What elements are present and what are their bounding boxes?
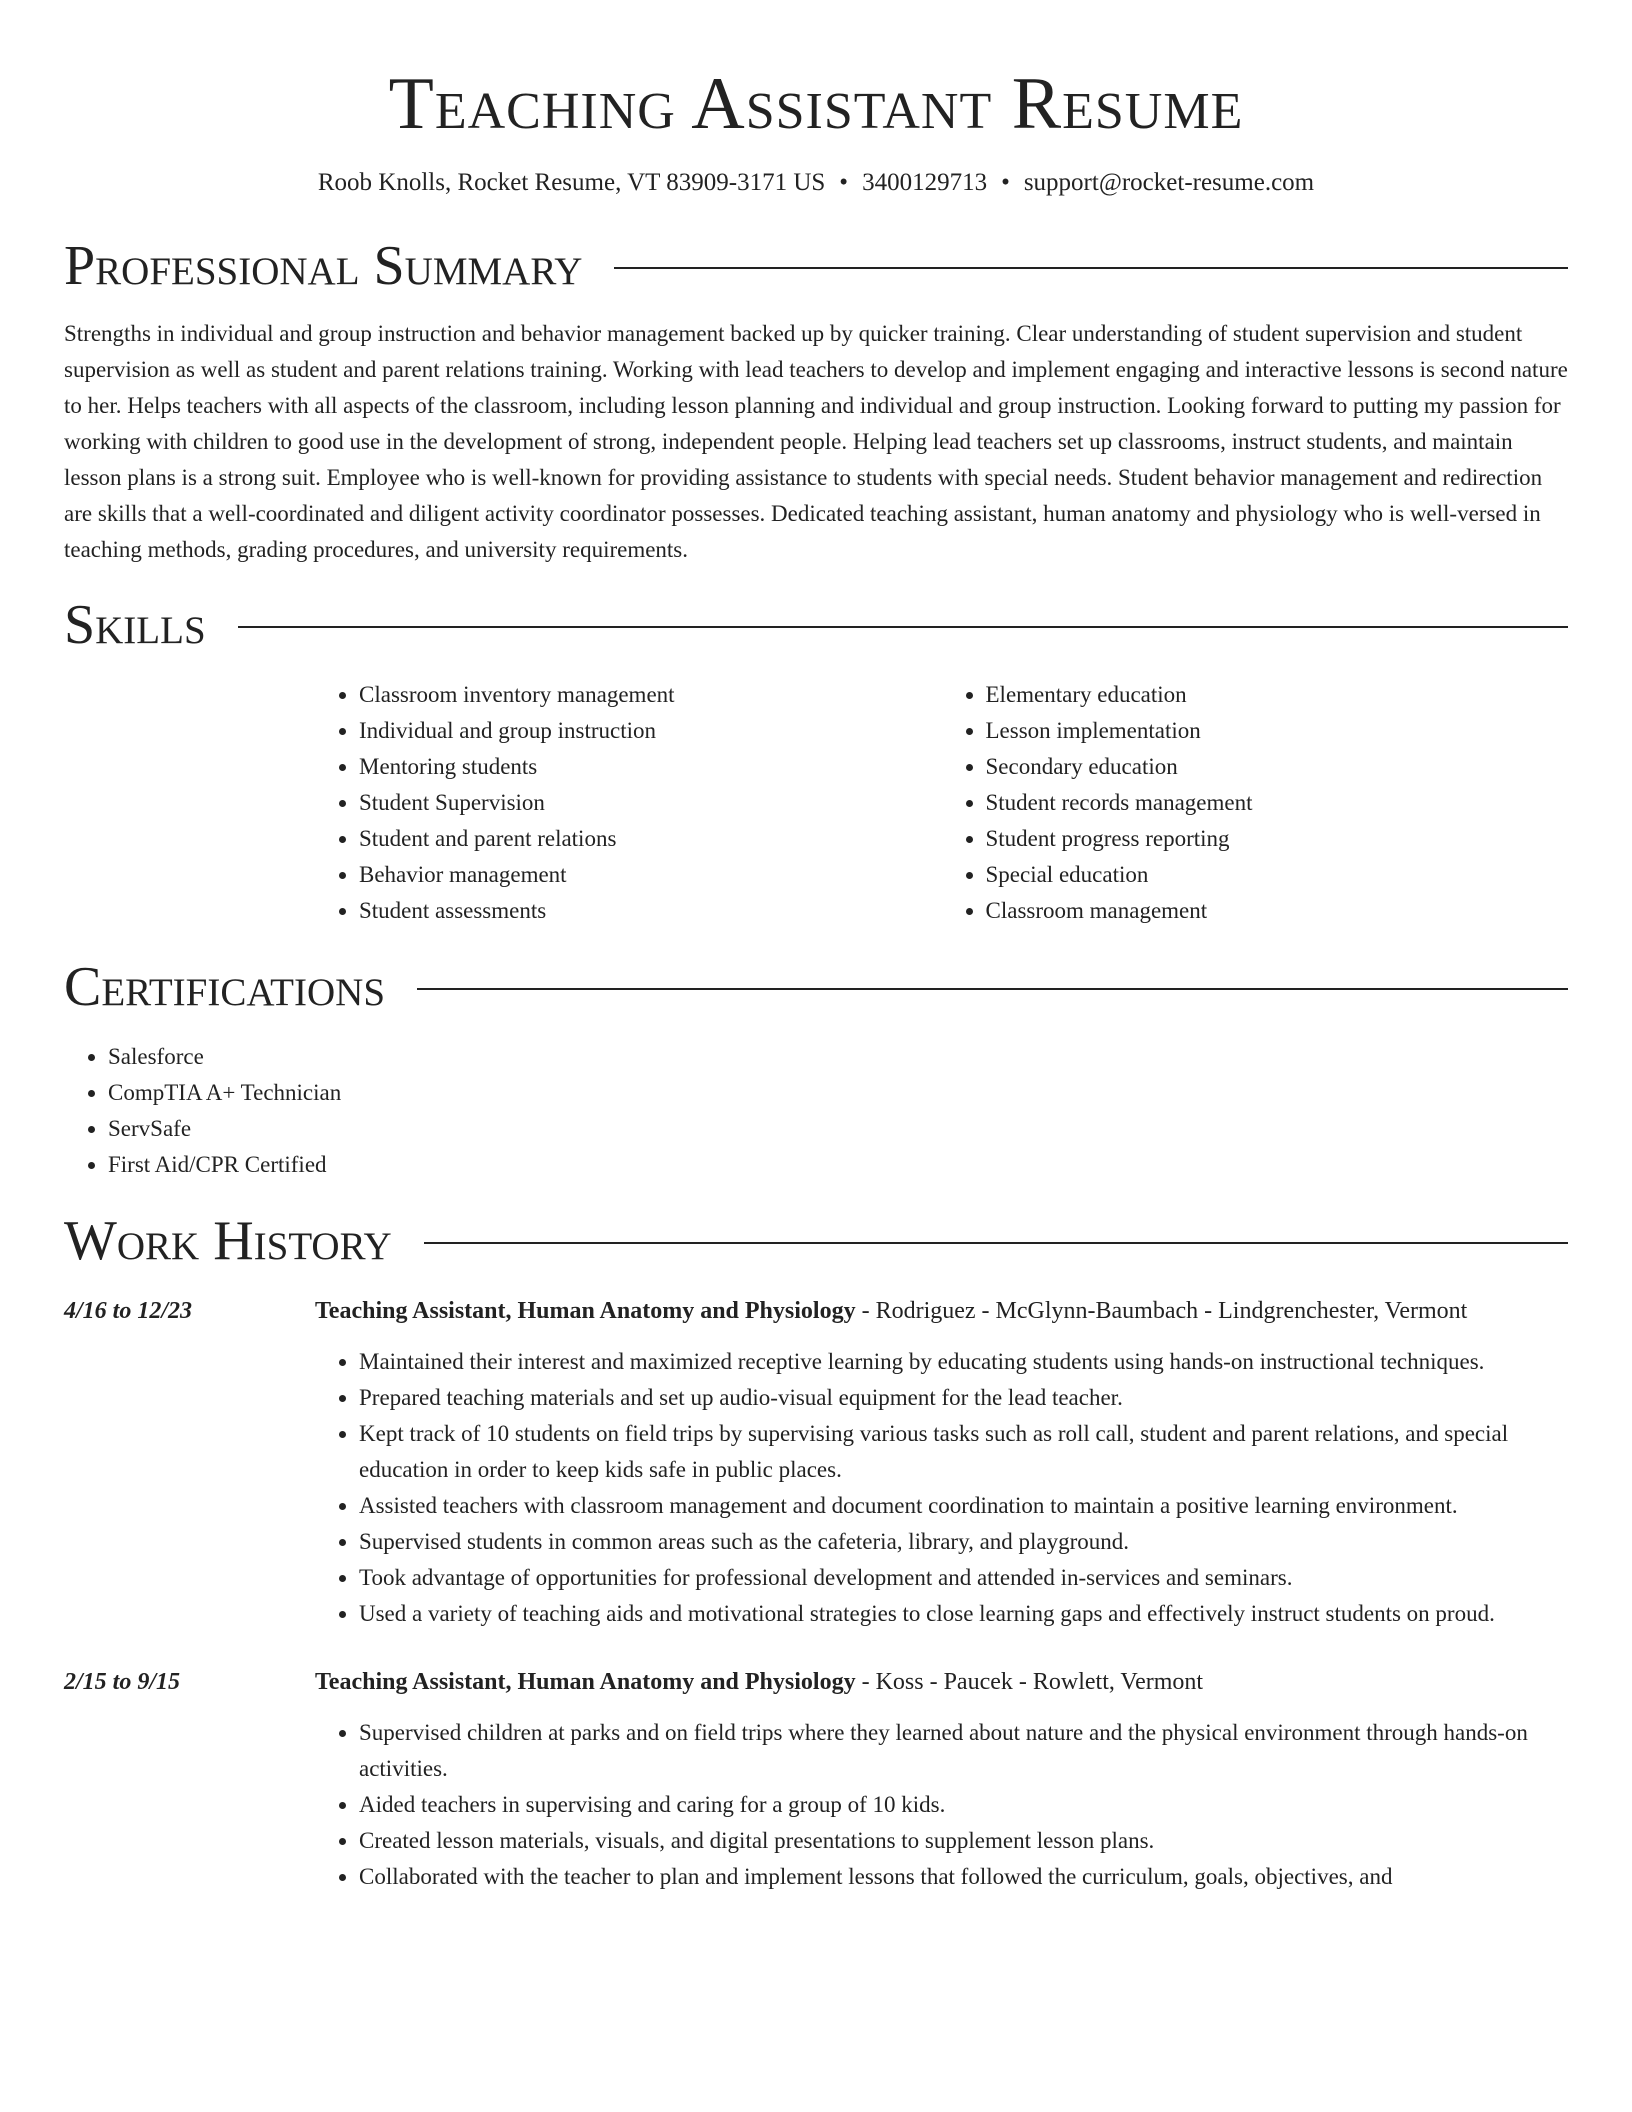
skill-item: • Lesson implementation [986,713,1569,749]
skill-item: • Behavior management [359,857,942,893]
job-bullets [315,1715,1568,1895]
contact-email[interactable]: support@rocket-resume.com [1023,169,1315,196]
skill-item: • Special education [986,857,1569,893]
skill-item: • Mentoring students [359,749,942,785]
job-role: Teaching Assistant, Human Anatomy and Physiology [315,1669,856,1695]
section-divider [424,1242,1568,1244]
job-bullet: • Assisted teachers with classroom management and document coordination to maintain a positive learning environment. [359,1488,1568,1524]
contact-separator: • [1001,169,1010,196]
skill-item: • Student records management [986,785,1569,821]
skill-item: • Student progress reporting [986,821,1569,857]
skill-item: • Student and parent relations [359,821,942,857]
summary-section-header [64,234,1568,298]
resume-title: Teaching Assistant Resume [388,63,1244,145]
job-header [315,1664,1568,1701]
job-bullet: • Supervised students in common areas such as the cafeteria, library, and playground. [359,1524,1568,1560]
skill-item: • Secondary education [986,749,1569,785]
job-bullet: • Prepared teaching materials and set up audio-visual equipment for the lead teacher. [359,1380,1568,1416]
job-bullet: • Maintained their interest and maximized receptive learning by educating students using hands-on instructional techniques. [359,1344,1568,1380]
contact-separator: • [839,169,849,196]
skill-item: • Student assessments [359,893,942,929]
job-bullet: • Used a variety of teaching aids and motivational strategies to close learning gaps and effectively instruct students on proud. [359,1596,1568,1632]
certifications-section-header [64,955,1568,1019]
job-header [315,1293,1568,1330]
skills-heading: Skills [64,594,206,656]
skill-item: • Elementary education [986,677,1569,713]
job-entry [64,1664,1568,1895]
section-divider [417,988,1568,990]
section-divider [614,267,1568,269]
job-bullet: • Aided teachers in supervising and caring for a group of 10 kids. [359,1787,1568,1823]
job-entry [64,1293,1568,1632]
job-dates: 4/16 to 12/23 [64,1298,193,1324]
skill-item: • Classroom inventory management [359,677,942,713]
work-history-heading: Work History [64,1210,392,1272]
skills-column-right [942,677,1569,929]
skill-item: • Individual and group instruction [359,713,942,749]
certifications-list [64,1039,1568,1183]
job-bullet: • Supervised children at parks and on field trips where they learned about nature and the physical environment through hands-on activities. [359,1715,1568,1787]
job-details [315,1293,1568,1632]
job-dates: 2/15 to 9/15 [64,1669,181,1695]
contact-phone: 3400129713 [862,169,988,196]
job-details [315,1664,1568,1895]
certification-item: • CompTIA A+ Technician [108,1075,1568,1111]
contact-line [64,166,1568,200]
job-employer: - Koss - Paucek - Rowlett, Vermont [855,1669,1204,1695]
job-bullets [315,1344,1568,1632]
certification-item: • Salesforce [108,1039,1568,1075]
skill-item: • Classroom management [986,893,1569,929]
job-bullet: • Collaborated with the teacher to plan and implement lessons that followed the curriculum, goals, objectives, and [359,1859,1568,1895]
summary-text: Strengths in individual and group instruction and behavior management backed up by quicker training. Clear understanding of student supervision and student supervision as well as student and parent relations training. Working with lead teachers to develop and implement engaging and interactive lessons is second nature to her. Helps teachers with all aspects of the classroom, including lesson planning and individual and group instruction. Looking forward to putting my passion for working with children to good use in the development of strong, independent people. Helping lead teachers set up classrooms, instruct students, and maintain lesson plans is a strong suit. Employee who is well-known for providing assistance to students with special needs. Student behavior management and redirection are skills that a well-coordinated and diligent activity coordinator possesses. Dedicated teaching assistant, human anatomy and physiology who is well-versed in teaching methods, grading procedures, and university requirements. [64,321,1568,562]
job-bullet: • Took advantage of opportunities for professional development and attended in-services and seminars. [359,1560,1568,1596]
skills-list [315,677,1568,929]
work-history-section-header [64,1209,1568,1273]
job-role: Teaching Assistant, Human Anatomy and Physiology [315,1298,856,1324]
certification-item: • First Aid/CPR Certified [108,1147,1568,1183]
summary-heading: Professional Summary [64,235,583,297]
certification-item: • ServSafe [108,1111,1568,1147]
skills-column-left [315,677,942,929]
section-divider [238,626,1568,628]
job-employer: - Rodriguez - McGlynn-Baumbach - Lindgrenchester, Vermont [855,1298,1468,1324]
job-bullet: • Kept track of 10 students on field trips by supervising various tasks such as roll call, student and parent relations, and special education in order to keep kids safe in public places. [359,1416,1568,1488]
job-bullet: • Created lesson materials, visuals, and digital presentations to supplement lesson plans. [359,1823,1568,1859]
certifications-heading: Certifications [64,956,386,1018]
skills-section-header [64,593,1568,657]
skill-item: • Student Supervision [359,785,942,821]
contact-address: Roob Knolls, Rocket Resume, VT 83909-3171 US [317,169,826,196]
